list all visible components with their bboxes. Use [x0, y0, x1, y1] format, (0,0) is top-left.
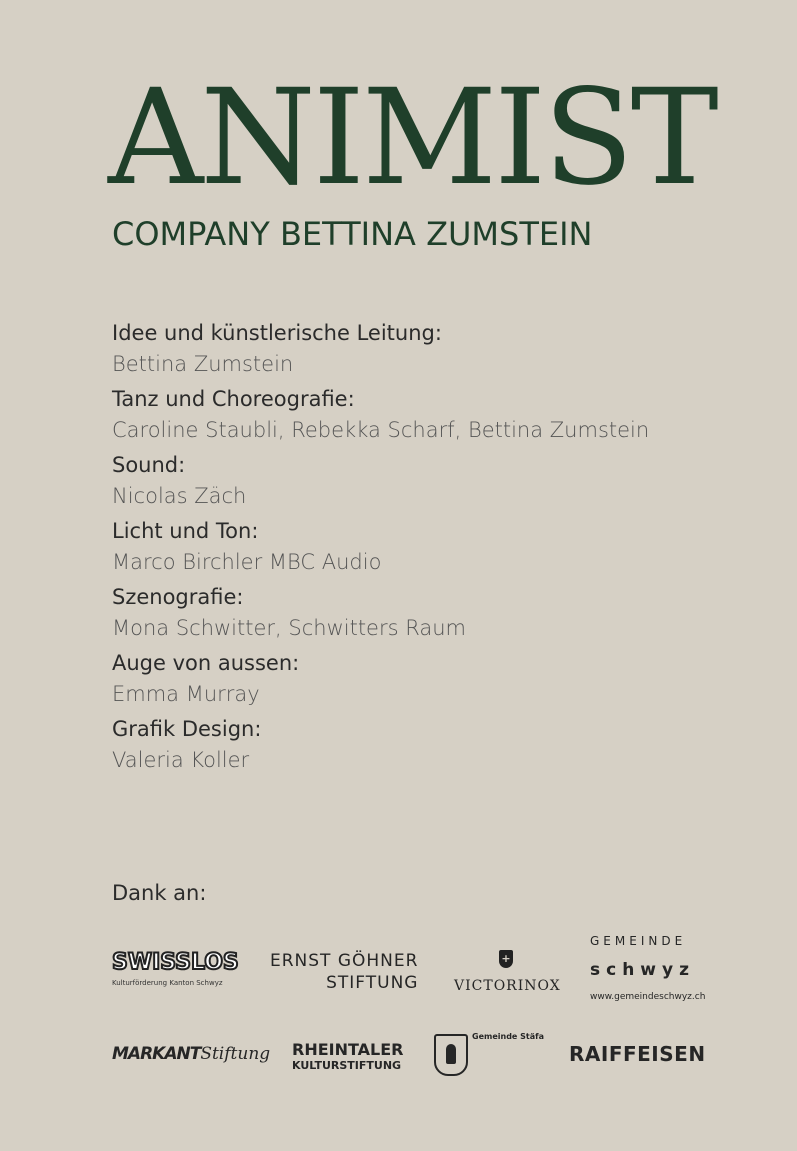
credit-role: Licht und Ton:: [112, 519, 259, 543]
credit-role: Sound:: [112, 453, 186, 477]
thanks-label: Dank an:: [112, 881, 207, 905]
schwyz-line2: schwyz: [590, 960, 695, 980]
credit-role: Auge von aussen:: [112, 651, 300, 675]
credit-role: Szenografie:: [112, 585, 244, 609]
victorinox-wordmark: VICTORINOX: [454, 978, 561, 994]
staefa-label: Gemeinde Stäfa: [472, 1032, 544, 1041]
credit-role: Grafik Design:: [112, 717, 262, 741]
swisslos-wordmark: SWISSLOS: [112, 950, 239, 975]
credit-item: [112, 384, 772, 446]
gemeinde-staefa-logo: [434, 1034, 544, 1076]
credits-list: [112, 318, 772, 780]
rheintaler-kulturstiftung-logo: [292, 1041, 403, 1072]
credit-name: Caroline Staubli, Rebekka Scharf, Bettina Zumstein: [112, 418, 650, 442]
company-name: COMPANY BETTINA ZUMSTEIN: [112, 215, 593, 253]
credit-item: [112, 648, 772, 710]
credit-item: [112, 516, 772, 578]
swiss-cross-icon: +: [499, 950, 513, 968]
credit-name: Valeria Koller: [112, 748, 250, 772]
schwyz-url: www.gemeindeschwyz.ch: [590, 992, 706, 1002]
staefa-crest-icon: [434, 1034, 468, 1076]
credit-name: Marco Birchler MBC Audio: [112, 550, 382, 574]
credit-item: [112, 318, 772, 380]
credit-item: [112, 450, 772, 512]
goehner-line1: ERNST GÖHNER: [270, 951, 419, 971]
victorinox-logo: [454, 950, 561, 994]
swisslos-logo: [112, 950, 239, 987]
gemeinde-schwyz-logo: [590, 932, 705, 1004]
credit-name: Mona Schwitter, Schwitters Raum: [112, 616, 466, 640]
goehner-line2: STIFTUNG: [326, 973, 419, 993]
markant-part1: MARKANT: [112, 1044, 201, 1064]
rheintaler-line1: RHEINTALER: [292, 1040, 404, 1059]
credit-role: Idee und künstlerische Leitung:: [112, 321, 442, 345]
ernst-goehner-logo: [270, 950, 418, 994]
credit-name: Bettina Zumstein: [112, 352, 294, 376]
rheintaler-line2: KULTURSTIFTUNG: [292, 1059, 402, 1072]
schwyz-line1: GEMEINDE: [590, 934, 687, 948]
credit-name: Emma Murray: [112, 682, 260, 706]
credit-item: [112, 714, 772, 776]
swisslos-tagline: Kulturförderung Kanton Schwyz: [112, 979, 223, 987]
markant-part2: Stiftung: [200, 1044, 271, 1064]
poster-title: ANIMIST: [108, 61, 716, 215]
raiffeisen-logo: RAIFFEISEN: [569, 1042, 706, 1066]
markant-stiftung-logo: [112, 1044, 270, 1064]
credit-role: Tanz und Choreografie:: [112, 387, 355, 411]
credit-name: Nicolas Zäch: [112, 484, 247, 508]
credit-item: [112, 582, 772, 644]
